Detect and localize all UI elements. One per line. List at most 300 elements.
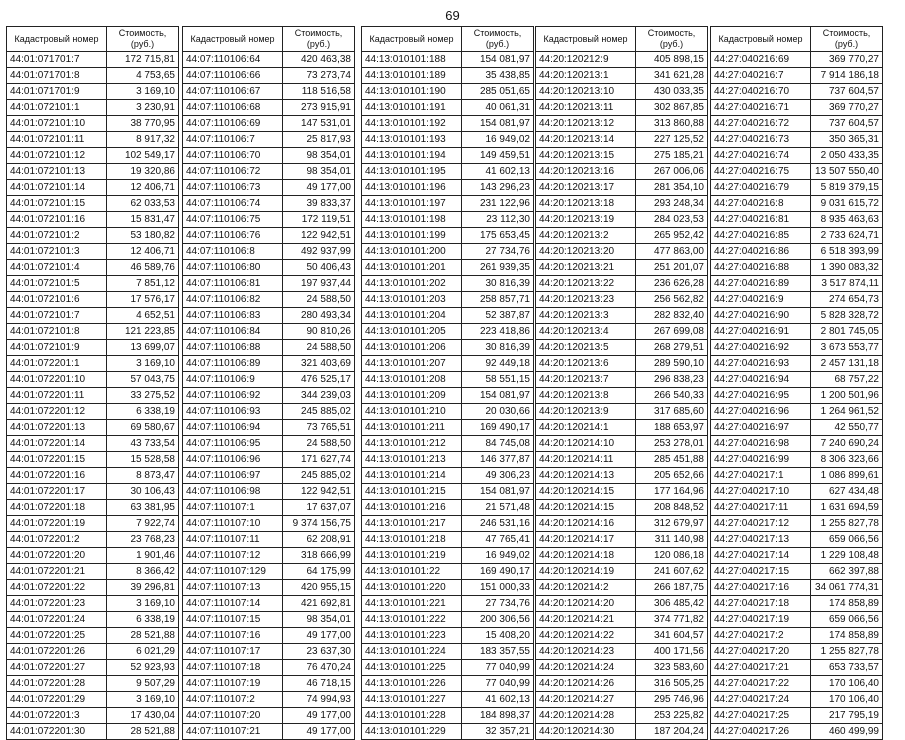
cadastral-number-cell: 44:07:110106:94 [183,420,283,436]
page-number: 69 [445,8,460,23]
table-row [362,260,534,276]
cadastral-number-cell: 44:13:010101:209 [362,388,462,404]
cost-cell: 341 604,57 [636,628,708,644]
cost-cell: 267 006,06 [636,164,708,180]
cadastral-number-cell: 44:20:120213:7 [536,372,636,388]
table-row [536,324,708,340]
cadastral-number-cell: 44:13:010101:210 [362,404,462,420]
cost-cell: 289 590,10 [636,356,708,372]
table-row [7,244,179,260]
table-row [7,404,179,420]
cost-cell: 627 434,48 [811,484,883,500]
cost-cell: 98 354,01 [283,612,355,628]
cost-cell: 35 438,85 [462,68,534,84]
table-row [362,516,534,532]
cadastral-number-cell: 44:27:040216:73 [711,132,811,148]
table-row [183,500,355,516]
cost-cell: 341 621,28 [636,68,708,84]
table-row [362,244,534,260]
cost-cell: 183 357,55 [462,644,534,660]
cost-cell: 92 449,18 [462,356,534,372]
table-row [711,340,883,356]
table-row [362,388,534,404]
table-header-row [711,27,883,52]
cost-cell: 62 208,91 [283,532,355,548]
table-row [536,260,708,276]
cadastral-number-cell: 44:01:071701:8 [7,68,107,84]
table-row [183,420,355,436]
cadastral-number-cell: 44:01:072201:2 [7,532,107,548]
cost-cell: 39 296,81 [107,580,179,596]
cost-cell: 9 374 156,75 [283,516,355,532]
cost-cell: 49 177,00 [283,180,355,196]
cadastral-number-cell: 44:01:072201:20 [7,548,107,564]
cadastral-number-cell: 44:13:010101:196 [362,180,462,196]
cost-cell: 84 745,08 [462,436,534,452]
cost-cell: 231 122,96 [462,196,534,212]
table-row [7,580,179,596]
cadastral-number-cell: 44:01:072201:13 [7,420,107,436]
cadastral-number-cell: 44:20:120213:11 [536,100,636,116]
table-row [536,372,708,388]
cadastral-number-cell: 44:01:072201:28 [7,676,107,692]
cost-cell: 251 201,07 [636,260,708,276]
table-row [536,628,708,644]
cadastral-number-cell: 44:01:072201:23 [7,596,107,612]
cadastral-number-cell: 44:20:120213:17 [536,180,636,196]
cadastral-number-cell: 44:13:010101:205 [362,324,462,340]
table-row [183,276,355,292]
cadastral-number-cell: 44:13:010101:197 [362,196,462,212]
cost-cell: 369 770,27 [811,52,883,68]
cost-cell: 460 499,99 [811,724,883,740]
header-cost: Стоимость, (руб.) [107,27,179,52]
cadastral-number-cell: 44:01:072201:22 [7,580,107,596]
cost-cell: 197 937,44 [283,276,355,292]
cadastral-number-cell: 44:13:010101:22 [362,564,462,580]
table-row [183,548,355,564]
table-row [362,692,534,708]
cost-cell: 3 230,91 [107,100,179,116]
cost-cell: 32 357,21 [462,724,534,740]
table-row [536,516,708,532]
table-row [711,148,883,164]
cadastral-number-cell: 44:01:072201:30 [7,724,107,740]
table-row [362,596,534,612]
cadastral-number-cell: 44:07:110107:13 [183,580,283,596]
cadastral-number-cell: 44:13:010101:220 [362,580,462,596]
table-header-row [7,27,179,52]
cost-cell: 30 816,39 [462,340,534,356]
cadastral-number-cell: 44:20:120214:19 [536,564,636,580]
table-row [536,116,708,132]
table-row [183,436,355,452]
table-row [7,68,179,84]
cost-cell: 77 040,99 [462,676,534,692]
cost-cell: 302 867,85 [636,100,708,116]
cadastral-number-cell: 44:01:072201:19 [7,516,107,532]
cadastral-number-cell: 44:13:010101:227 [362,692,462,708]
table-row [711,276,883,292]
cadastral-number-cell: 44:27:040216:71 [711,100,811,116]
cost-cell: 268 279,51 [636,340,708,356]
cost-cell: 662 397,88 [811,564,883,580]
table-row [183,580,355,596]
table-row [362,580,534,596]
cadastral-number-cell: 44:07:110106:92 [183,388,283,404]
table-row [7,644,179,660]
cost-cell: 350 365,31 [811,132,883,148]
table-row [7,500,179,516]
cost-cell: 253 225,82 [636,708,708,724]
table-row [536,564,708,580]
cost-cell: 256 562,82 [636,292,708,308]
cadastral-number-cell: 44:07:110106:75 [183,212,283,228]
table-row [711,308,883,324]
cadastral-number-cell: 44:20:120214:15 [536,500,636,516]
cadastral-number-cell: 44:01:072201:25 [7,628,107,644]
cadastral-number-cell: 44:20:120214:16 [536,516,636,532]
cadastral-number-cell: 44:20:120213:8 [536,388,636,404]
cost-cell: 285 451,88 [636,452,708,468]
table-row [362,436,534,452]
table-row [536,548,708,564]
cadastral-number-cell: 44:27:040217:13 [711,532,811,548]
table-row [7,164,179,180]
table-row [536,308,708,324]
cadastral-number-cell: 44:27:040217:22 [711,676,811,692]
cost-cell: 34 061 774,31 [811,580,883,596]
cost-cell: 275 185,21 [636,148,708,164]
cost-cell: 282 832,40 [636,308,708,324]
cost-cell: 188 653,97 [636,420,708,436]
table-row [362,164,534,180]
table-row [711,580,883,596]
cost-cell: 39 833,37 [283,196,355,212]
table-row [536,404,708,420]
cost-cell: 246 531,16 [462,516,534,532]
cadastral-number-cell: 44:13:010101:208 [362,372,462,388]
cadastral-number-cell: 44:01:072101:15 [7,196,107,212]
cost-cell: 33 275,52 [107,388,179,404]
cost-cell: 241 607,62 [636,564,708,580]
cadastral-number-cell: 44:13:010101:221 [362,596,462,612]
cost-cell: 284 023,53 [636,212,708,228]
table-row [711,132,883,148]
cadastral-number-cell: 44:20:120214:22 [536,628,636,644]
cost-cell: 6 338,19 [107,404,179,420]
cost-cell: 47 765,41 [462,532,534,548]
cost-cell: 267 699,08 [636,324,708,340]
cadastral-number-cell: 44:20:120214:23 [536,644,636,660]
table-row [183,596,355,612]
table-row [183,164,355,180]
cadastral-number-cell: 44:27:040216:69 [711,52,811,68]
table-row [7,100,179,116]
cadastral-number-cell: 44:07:110106:8 [183,244,283,260]
cadastral-number-cell: 44:07:110106:84 [183,324,283,340]
cadastral-number-cell: 44:27:040217:1 [711,468,811,484]
cadastral-number-cell: 44:27:040217:16 [711,580,811,596]
table-row [183,724,355,740]
cost-cell: 23 112,30 [462,212,534,228]
cadastral-number-cell: 44:07:110107:2 [183,692,283,708]
cadastral-number-cell: 44:01:072201:29 [7,692,107,708]
cadastral-number-cell: 44:27:040217:26 [711,724,811,740]
cadastral-number-cell: 44:20:120213:23 [536,292,636,308]
cost-cell: 7 922,74 [107,516,179,532]
cost-cell: 659 066,56 [811,532,883,548]
table-row [362,644,534,660]
table-row [711,52,883,68]
cadastral-number-cell: 44:13:010101:214 [362,468,462,484]
table-row [7,84,179,100]
table-row [183,388,355,404]
cost-cell: 1 631 694,59 [811,500,883,516]
cost-cell: 38 770,95 [107,116,179,132]
cadastral-table-5 [710,26,883,740]
cadastral-number-cell: 44:20:120212:9 [536,52,636,68]
cadastral-number-cell: 44:01:072201:11 [7,388,107,404]
table-row [536,180,708,196]
cadastral-number-cell: 44:27:040216:70 [711,84,811,100]
table-row [711,68,883,84]
cost-cell: 274 654,73 [811,292,883,308]
cadastral-number-cell: 44:20:120214:18 [536,548,636,564]
cost-cell: 318 666,99 [283,548,355,564]
header-cadastral-number: Кадастровый номер [536,27,636,52]
cost-cell: 6 338,19 [107,612,179,628]
cadastral-number-cell: 44:27:040217:12 [711,516,811,532]
cost-cell: 5 828 328,72 [811,308,883,324]
table-row [183,244,355,260]
cadastral-number-cell: 44:20:120213:15 [536,148,636,164]
cost-cell: 41 602,13 [462,164,534,180]
table-row [7,548,179,564]
table-row [362,68,534,84]
table-row [7,292,179,308]
cost-cell: 1 255 827,78 [811,516,883,532]
table-row [536,612,708,628]
cadastral-number-cell: 44:07:110107:129 [183,564,283,580]
cadastral-number-cell: 44:27:040217:11 [711,500,811,516]
cadastral-number-cell: 44:13:010101:192 [362,116,462,132]
cost-cell: 258 857,71 [462,292,534,308]
cost-cell: 98 354,01 [283,148,355,164]
cost-cell: 266 540,33 [636,388,708,404]
table-row [362,308,534,324]
table-row [536,580,708,596]
cost-cell: 311 140,98 [636,532,708,548]
cadastral-number-cell: 44:27:040216:96 [711,404,811,420]
cost-cell: 73 765,51 [283,420,355,436]
cadastral-number-cell: 44:01:072201:21 [7,564,107,580]
cost-cell: 245 885,02 [283,404,355,420]
cost-cell: 24 588,50 [283,292,355,308]
cost-cell: 57 043,75 [107,372,179,388]
cadastral-table-1 [6,26,179,740]
table-row [362,628,534,644]
cadastral-number-cell: 44:13:010101:199 [362,228,462,244]
cadastral-number-cell: 44:01:072101:11 [7,132,107,148]
cadastral-number-cell: 44:13:010101:189 [362,68,462,84]
cadastral-number-cell: 44:01:072101:5 [7,276,107,292]
table-row [536,388,708,404]
table-row [362,276,534,292]
table-row [711,84,883,100]
cost-cell: 253 278,01 [636,436,708,452]
table-row [7,724,179,740]
table-row [536,724,708,740]
cost-cell: 2 457 131,18 [811,356,883,372]
cadastral-number-cell: 44:20:120213:5 [536,340,636,356]
table-row [183,660,355,676]
cost-cell: 492 937,99 [283,244,355,260]
table-row [7,692,179,708]
table-row [536,100,708,116]
cost-cell: 236 626,28 [636,276,708,292]
cost-cell: 737 604,57 [811,84,883,100]
table-row [536,644,708,660]
table-row [7,676,179,692]
cost-cell: 147 531,01 [283,116,355,132]
table-row [183,628,355,644]
cadastral-number-cell: 44:20:120214:11 [536,452,636,468]
cost-cell: 30 816,39 [462,276,534,292]
table-row [711,324,883,340]
cost-cell: 16 949,02 [462,132,534,148]
table-row [362,212,534,228]
cost-cell: 15 528,58 [107,452,179,468]
cadastral-number-cell: 44:01:072201:3 [7,708,107,724]
table-row [7,308,179,324]
cadastral-number-cell: 44:07:110106:69 [183,116,283,132]
cadastral-number-cell: 44:20:120214:27 [536,692,636,708]
table-row [183,612,355,628]
table-row [711,468,883,484]
cadastral-number-cell: 44:20:120213:3 [536,308,636,324]
cost-cell: 187 204,24 [636,724,708,740]
cadastral-number-cell: 44:20:120214:13 [536,468,636,484]
table-row [711,116,883,132]
table-row [362,676,534,692]
table-row [183,468,355,484]
table-row [362,100,534,116]
cost-cell: 23 637,30 [283,644,355,660]
table-row [362,532,534,548]
table-row [711,548,883,564]
table-row [7,628,179,644]
table-row [7,356,179,372]
cadastral-number-cell: 44:27:040216:74 [711,148,811,164]
cadastral-number-cell: 44:13:010101:215 [362,484,462,500]
table-row [711,164,883,180]
cost-cell: 25 817,93 [283,132,355,148]
table-row [362,372,534,388]
cadastral-number-cell: 44:20:120213:21 [536,260,636,276]
cadastral-number-cell: 44:13:010101:228 [362,708,462,724]
cost-cell: 217 795,19 [811,708,883,724]
table-row [711,404,883,420]
cost-cell: 28 521,88 [107,724,179,740]
cost-cell: 405 898,15 [636,52,708,68]
cadastral-number-cell: 44:07:110107:20 [183,708,283,724]
header-cost: Стоимость, (руб.) [283,27,355,52]
cadastral-number-cell: 44:27:040217:10 [711,484,811,500]
table-row [183,452,355,468]
cost-cell: 430 033,35 [636,84,708,100]
table-row [7,324,179,340]
table-row [183,516,355,532]
table-row [7,196,179,212]
cost-cell: 90 810,26 [283,324,355,340]
cadastral-number-cell: 44:07:110107:19 [183,676,283,692]
table-row [711,420,883,436]
cadastral-number-cell: 44:01:072201:27 [7,660,107,676]
table-row [536,484,708,500]
header-cost: Стоимость, (руб.) [462,27,534,52]
cost-cell: 42 550,77 [811,420,883,436]
table-row [711,388,883,404]
cadastral-number-cell: 44:27:040216:72 [711,116,811,132]
table-row [183,564,355,580]
cadastral-number-cell: 44:07:110106:7 [183,132,283,148]
cadastral-number-cell: 44:20:120213:19 [536,212,636,228]
cost-cell: 13 699,07 [107,340,179,356]
table-row [711,612,883,628]
cost-cell: 205 652,66 [636,468,708,484]
table-row [362,356,534,372]
cost-cell: 266 187,75 [636,580,708,596]
cadastral-number-cell: 44:01:072201:24 [7,612,107,628]
table-row [536,676,708,692]
cost-cell: 149 459,51 [462,148,534,164]
table-row [362,612,534,628]
table-row [7,532,179,548]
cadastral-number-cell: 44:20:120214:30 [536,724,636,740]
table-row [711,228,883,244]
cadastral-number-cell: 44:13:010101:200 [362,244,462,260]
cost-cell: 1 390 083,32 [811,260,883,276]
table-row [7,212,179,228]
cadastral-number-cell: 44:27:040217:24 [711,692,811,708]
table-row [183,340,355,356]
cost-cell: 317 685,60 [636,404,708,420]
cadastral-number-cell: 44:27:040217:20 [711,644,811,660]
table-row [183,212,355,228]
table-row [183,708,355,724]
cost-cell: 20 030,66 [462,404,534,420]
cost-cell: 293 248,34 [636,196,708,212]
table-row [536,292,708,308]
cadastral-number-cell: 44:27:040216:98 [711,436,811,452]
table-row [536,692,708,708]
cost-cell: 1 264 961,52 [811,404,883,420]
cadastral-number-cell: 44:13:010101:204 [362,308,462,324]
cadastral-number-cell: 44:27:040216:91 [711,324,811,340]
cadastral-number-cell: 44:27:040217:2 [711,628,811,644]
cost-cell: 296 838,23 [636,372,708,388]
table-row [711,452,883,468]
cadastral-number-cell: 44:27:040216:93 [711,356,811,372]
table-row [183,52,355,68]
table-row [711,500,883,516]
cadastral-number-cell: 44:13:010101:217 [362,516,462,532]
cadastral-number-cell: 44:07:110107:16 [183,628,283,644]
table-row [7,564,179,580]
cadastral-number-cell: 44:01:072101:2 [7,228,107,244]
cost-cell: 73 273,74 [283,68,355,84]
